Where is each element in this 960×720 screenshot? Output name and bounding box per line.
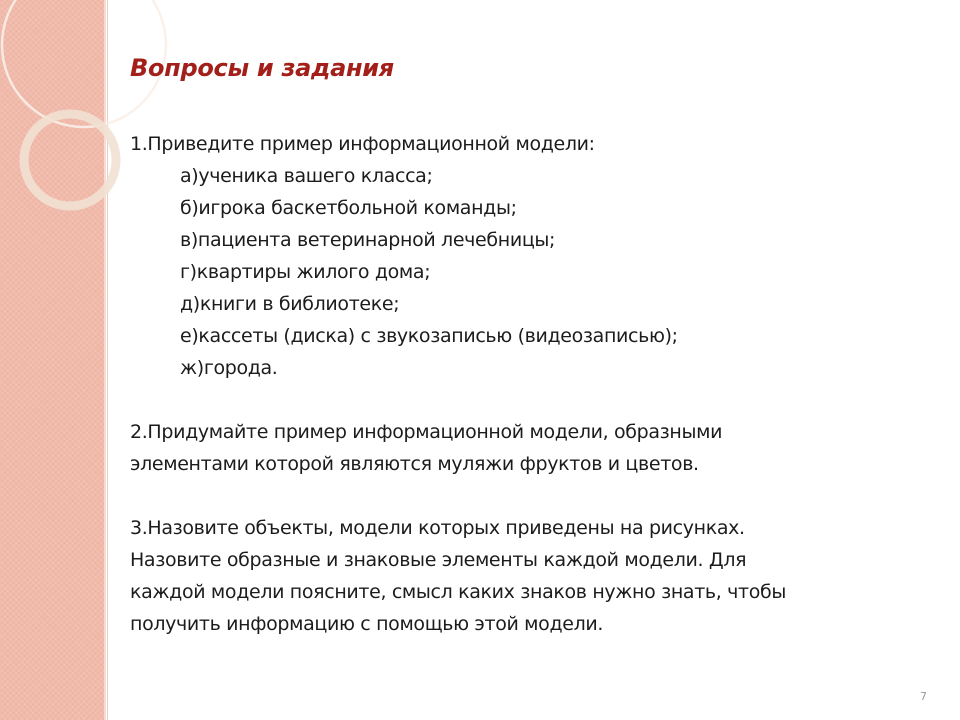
question-1-item-f: е)кассеты (диска) с звукозаписью (видеозаписью);	[180, 325, 678, 347]
question-3-line: 3.Назовите объекты, модели которых приведены на рисунках.	[130, 517, 745, 539]
paragraph-spacer	[130, 384, 930, 416]
question-1: 1.Приведите пример информационной модели:	[130, 133, 595, 155]
slide-content	[130, 128, 930, 640]
small-ring-icon	[24, 114, 116, 206]
slide-title: Вопросы и задания	[130, 54, 394, 82]
question-1-item-d: г)квартиры жилого дома;	[180, 261, 431, 283]
question-3-line: каждой модели поясните, смысл каких знаков нужно знать, чтобы	[130, 581, 787, 603]
page-number: 7	[920, 690, 927, 703]
question-1-item-g: ж)города.	[180, 357, 278, 379]
question-2-line: элементами которой являются муляжи фруктов и цветов.	[130, 453, 699, 475]
paragraph-spacer	[130, 480, 930, 512]
question-1-item-a: а)ученика вашего класса;	[180, 165, 433, 187]
question-2-line: 2.Придумайте пример информационной модели, образными	[130, 421, 723, 443]
question-3-line: Назовите образные и знаковые элементы каждой модели. Для	[130, 549, 747, 571]
question-1-item-c: в)пациента ветеринарной лечебницы;	[180, 229, 556, 251]
decorative-rings-icon	[0, 0, 140, 230]
question-1-item-e: д)книги в библиотеке;	[180, 293, 400, 315]
question-1-item-b: б)игрока баскетбольной команды;	[180, 197, 517, 219]
question-3-line: получить информацию с помощью этой модели.	[130, 613, 604, 635]
